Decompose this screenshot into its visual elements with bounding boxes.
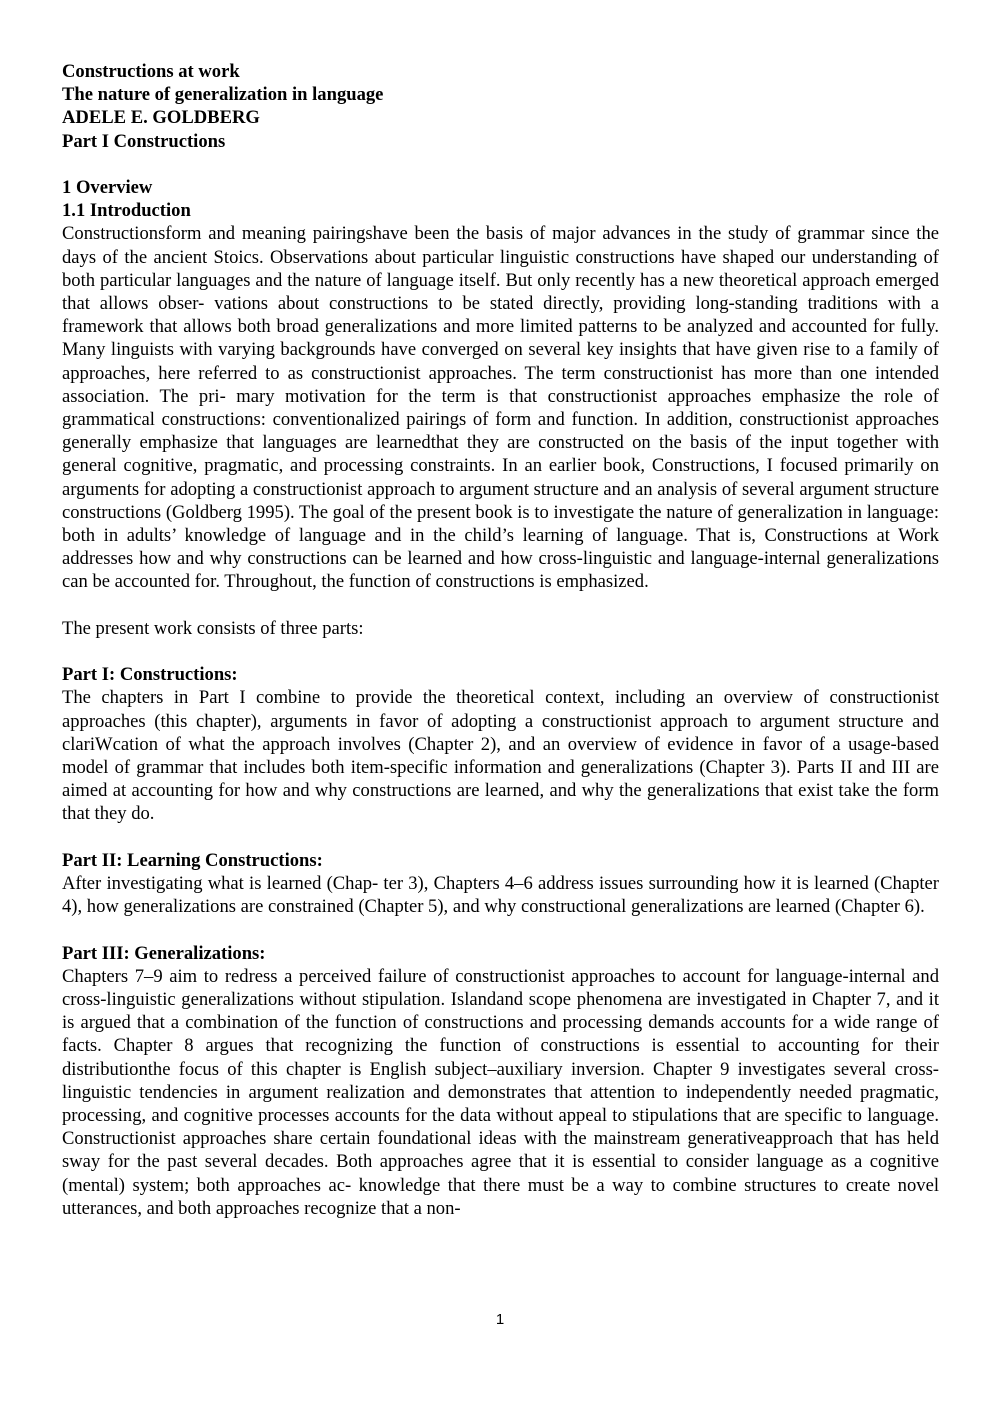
part3-heading: Part III: Generalizations: — [62, 942, 266, 964]
page-content — [62, 60, 939, 1220]
spacer — [62, 153, 939, 176]
spacer — [62, 918, 939, 941]
page-number: 1 — [495, 1311, 505, 1328]
part2-paragraph: After investigating what is learned (Chap- ter 3), Chapters 4–6 address issues surrounding how it is learned (Chapter 4), how generalizations are constrained (Chapter 5), and why constructional generalizations are learned (Chapter 6). — [62, 873, 939, 918]
author-name: ADELE E. GOLDBERG — [62, 107, 260, 129]
spacer — [62, 640, 939, 663]
book-subtitle: The nature of generalization in language — [62, 84, 384, 106]
spacer — [62, 826, 939, 849]
spacer — [62, 594, 939, 617]
part1-paragraph: The chapters in Part I combine to provide the theoretical context, including an overview of constructionist approaches (this chapter), arguments in favor of adopting a constructionist approach to argument structure and clariWcation of what the approach involves (Chapter 2), and an overview of evidence in favor of a usage-based model of grammar that includes both item-specific information and generalizations (Chapter 3). Parts II and III are aimed at accounting for how and why constructions are learned, and why the generalizations that exist take the form that they do. — [62, 687, 939, 825]
section-heading: 1.1 Introduction — [62, 200, 191, 222]
parts-intro-paragraph: The present work consists of three parts: — [62, 617, 364, 639]
part3-paragraph: Chapters 7–9 aim to redress a perceived failure of constructionist approaches to account for language-internal and cross-linguistic generalizations without stipulation. Islandand scope phenomena are investigated in Chapter 7, and it is argued that a combination of the function of constructions and processing demands accounts for a wide range of facts. Chapter 8 argues that recognizing the function of constructions is essential to accounting for their distributionthe focus of this chapter is English subject–auxiliary inversion. Chapter 9 investigates several cross- linguistic tendencies in argument realization and demonstrates that attention to independently needed pragmatic, processing, and cognitive processes accounts for the data without appeal to stipulations that are specific to language. Constructionist approaches share certain foundational ideas with the mainstream generativeapproach that has held sway for the past several decades. Both approaches agree that it is essential to consider language as a cognitive (mental) system; both approaches ac- knowledge that there must be a way to combine structures to create novel utterances, and both approaches recognize that a non- — [62, 965, 939, 1219]
book-title: Constructions at work — [62, 61, 240, 82]
part-title: Part I Constructions — [62, 130, 226, 152]
part1-heading: Part I: Constructions: — [62, 664, 238, 686]
chapter-heading: 1 Overview — [62, 177, 153, 198]
title-block — [62, 60, 939, 153]
part2-heading: Part II: Learning Constructions: — [62, 849, 323, 871]
intro-paragraph: Constructionsform and meaning pairingshave been the basis of major advances in the study of grammar since the days of the ancient Stoics. Observations about particular linguistic constructions have shaped our understanding of both particular languages and the nature of language itself. But only recently has a new theoretical approach emerged that allows obser- vations about constructions to be stated directly, providing long-standing traditions with a framework that allows both broad generalizations and more limited patterns to be analyzed and accounted for fully. Many linguists with varying backgrounds have converged on several key insights that have given rise to a family of approaches, here referred to as constructionist approaches. The term constructionist has more than one intended association. The pri- mary motivation for the term is that constructionist approaches emphasize the role of grammatical constructions: conventionalized pairings of form and function. In addition, constructionist approaches generally emphasize that languages are learnedthat they are constructed on the basis of the input together with general cognitive, pragmatic, and processing constraints. In an earlier book, Constructions, I focused primarily on arguments for adopting a constructionist approach to argument structure and an analysis of several argument structure constructions (Goldberg 1995). The goal of the present book is to investigate the nature of generalization in language: both in adults’ knowledge of language and in the child’s learning of language. That is, Constructions at Work addresses how and why constructions can be learned and how cross-linguistic and language-internal generalizations can be accounted for. Throughout, the function of constructions is emphasized. — [62, 223, 939, 593]
